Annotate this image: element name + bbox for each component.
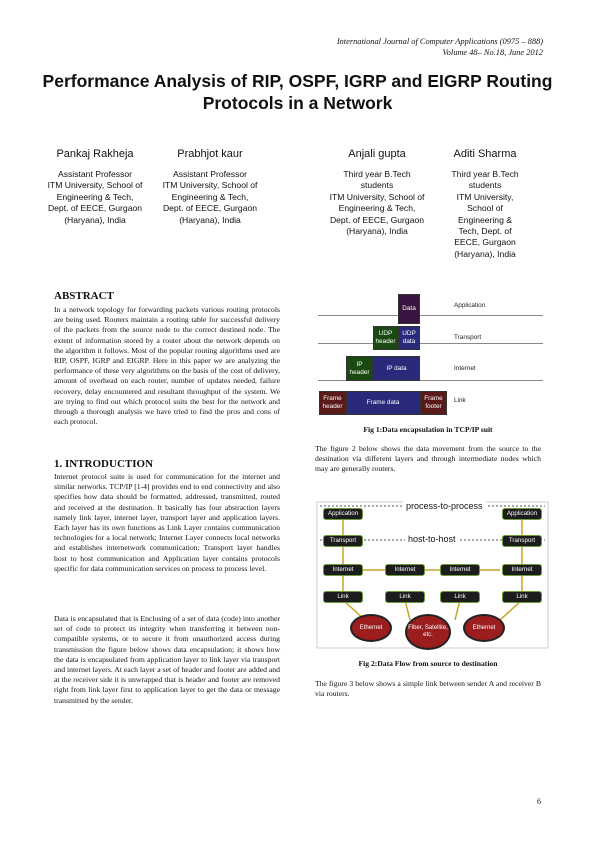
author-block — [155, 148, 265, 226]
node-internet-source: Internet — [323, 564, 363, 576]
host-to-host-label: host-to-host — [405, 534, 459, 544]
ip-header-block: IP header — [346, 356, 373, 381]
layer-divider — [318, 343, 543, 344]
author-block — [322, 148, 432, 237]
paper-title: Performance Analysis of RIP, OSPF, IGRP and EIGRP Routing Protocols in a Network — [42, 71, 553, 113]
node-application-source: Application — [323, 508, 363, 520]
page-number: 6 — [537, 797, 541, 806]
journal-volume: Volume 48– No.18, June 2012 — [442, 48, 543, 57]
author-name: Pankaj Rakheja — [56, 148, 134, 160]
layer-label-link: Link — [454, 397, 466, 404]
fiber-satellite-cloud: Fiber, Satellite, etc. — [405, 614, 451, 650]
author-affiliation: Assistant Professor ITM University, School of Engineering & Tech, Dept. of EECE, Gurgaon (Haryana), India — [47, 169, 143, 225]
author-name: Aditi Sharma — [453, 148, 517, 160]
frame-header-block: Frame header — [319, 391, 346, 415]
udp-data-block: UDP data — [398, 326, 420, 350]
layer-label-transport: Transport — [454, 334, 482, 341]
author-affiliation: Assistant Professor ITM University, School of Engineering & Tech, Dept. of EECE, Gurgaon (Haryana), India — [162, 169, 258, 225]
layer-label-application: Application — [454, 302, 486, 309]
author-name: Prabhjot kaur — [177, 148, 243, 160]
intro-heading: 1. INTRODUCTION — [54, 458, 154, 470]
layer-label-internet: Internet — [454, 365, 476, 372]
author-name: Anjali gupta — [348, 148, 406, 160]
author-block — [40, 148, 150, 226]
figure-encapsulation — [318, 292, 543, 417]
node-internet-destination: Internet — [502, 564, 542, 576]
ethernet-cloud: Ethernet — [463, 614, 505, 642]
frame-data-block: Frame data — [346, 391, 420, 415]
figure-data-flow — [315, 500, 550, 650]
layer-divider — [318, 315, 543, 316]
author-affiliation: Third year B.Tech students ITM University, School of Engineering & Tech, Dept. of EECE, Gurgaon (Haryana), India — [329, 169, 425, 237]
data-block: Data — [398, 294, 420, 324]
figure-2-caption: Fig 2:Data Flow from source to destination — [358, 659, 498, 668]
node-internet-router: Internet — [385, 564, 425, 576]
abstract-heading: ABSTRACT — [54, 290, 114, 302]
abstract-text: In a network topology for forwarding packets various routing protocols are being used. Routers maintain a routing table for successful delivery of the packets from the source node to the correct destined node. The extent of information stored by a router about the network depends on the algorithm it follows. Most of the popular routing algorithms used are RIP, OSPF, IGRP and EIGRP. Here in this paper we are analyzing the performance of these very algorithms on the basis of the cost of delivery, amount of overhead on each router, number of updates needed, failure recovery, delay encountered and resultant throughput of the system. We are trying to find out which protocol suits the best for the network and through a thorough analysis we have tried to find the pros and cons of each protocol. — [54, 305, 280, 427]
author-block — [440, 148, 530, 260]
node-internet-router: Internet — [440, 564, 480, 576]
ip-data-block: IP data — [373, 356, 420, 381]
node-link-router: Link — [440, 591, 480, 603]
node-link-destination: Link — [502, 591, 542, 603]
node-link-router: Link — [385, 591, 425, 603]
ethernet-cloud: Ethernet — [350, 614, 392, 642]
node-transport-destination: Transport — [502, 535, 542, 547]
udp-header-block: UDP header — [373, 326, 398, 350]
figure-2-intro-text: The figure 2 below shows the data movement from the source to the destination via different layers and through intermediate nodes which may are generally routers. — [315, 444, 541, 474]
process-to-process-label: process-to-process — [403, 501, 486, 511]
author-affiliation: Third year B.Tech students ITM University, School of Engineering & Tech, Dept. of EECE, Gurgaon (Haryana), India — [451, 169, 519, 259]
figure-3-intro-text: The figure 3 below shows a simple link between sender A and receiver B via routers. — [315, 679, 541, 699]
figure-1-caption: Fig 1:Data encapsulation in TCP/IP suit — [363, 425, 493, 434]
node-link-source: Link — [323, 591, 363, 603]
frame-footer-block: Frame footer — [420, 391, 447, 415]
node-transport-source: Transport — [323, 535, 363, 547]
node-application-destination: Application — [502, 508, 542, 520]
journal-name: International Journal of Computer Applications (0975 – 888) — [336, 37, 543, 46]
intro-paragraph: Data is encapsulated that is Enclosing of a set of data (code) into another set of code to protect its integrity when transferring it between non-compatible systems, or to secure it from unauthorized access during transmission the figure below shows data encapsulation; it shows how the data is encapsulated from application layer to link layer via transport and internet layers. At each layer a set of header and footer are added and at the receiver side it is unwrapped that is header and footer are removed right from link layer first to application layer to get the data or message transmitted by the sender. — [54, 614, 280, 705]
journal-header — [337, 36, 543, 58]
intro-paragraph: Internet protocol suite is used for communication for the internet and similar networks. TCP/IP [1-4] provides end to end connectivity and also specifies how data should be formatted, addressed, transmitted, routed and received at the destination. It basically has four abstraction layers namely link layer, internet layer, transport layer and application layers. Each layer has its own functions as Link Layer contains communication technologies for a local network; Internet Layer connects local networks and establishes internetwork communication; Transport layer handles host to host communication and Application layer contains protocols specific for data communication services on process to process level. — [54, 472, 280, 573]
